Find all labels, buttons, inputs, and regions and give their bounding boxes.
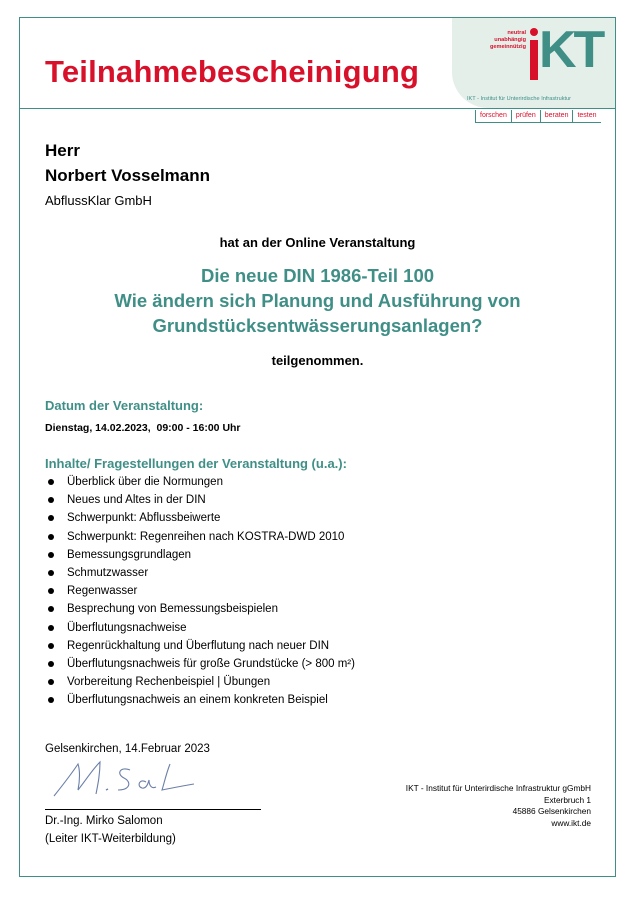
- ikt-logo-letters: KT: [539, 21, 603, 79]
- certificate-title: Teilnahmebescheinigung: [45, 54, 420, 89]
- org-website: www.ikt.de: [551, 817, 591, 828]
- recipient-company: AbflussKlar GmbH: [45, 193, 152, 208]
- event-title-line-1: Die neue DIN 1986-Teil 100: [200, 265, 435, 286]
- tagline-test: prüfen: [511, 110, 540, 123]
- ikt-logo-claims: [480, 30, 526, 52]
- event-intro: hat an der Online Veranstaltung: [219, 235, 416, 250]
- org-name: IKT - Institut für Unterirdische Infrastruktur gGmbH: [405, 783, 591, 793]
- date-value: Dienstag, 14.02.2023, 09:00 - 16:00 Uhr: [45, 422, 241, 434]
- ikt-logo-subtitle: IKT - Institut für Unterirdische Infrastruktur: [467, 96, 572, 102]
- topic-item: Schwerpunkt: Abflussbeiwerte: [45, 509, 355, 527]
- signer-role: (Leiter IKT-Weiterbildung): [45, 833, 176, 845]
- tagline-research: forschen: [475, 110, 511, 123]
- signer-name: Dr.-Ing. Mirko Salomon: [45, 815, 163, 827]
- tagline-trial: testen: [572, 110, 600, 123]
- topic-item: Neues und Altes in der DIN: [45, 491, 355, 509]
- logo-claim-nonprofit: gemeinnützig: [489, 44, 526, 51]
- topics-list: [45, 473, 355, 710]
- event-title-line-3: Grundstücksentwässerungsanlagen?: [152, 315, 483, 336]
- topic-item: Vorbereitung Rechenbeispiel | Übungen: [45, 673, 355, 691]
- topic-item: Überflutungsnachweise: [45, 619, 355, 637]
- topic-item: Regenwasser: [45, 582, 355, 600]
- recipient-salutation: Herr: [45, 141, 80, 160]
- organization-address: [406, 783, 591, 829]
- signature-line: [45, 809, 261, 810]
- header-divider: [19, 108, 616, 109]
- org-city: 45886 Gelsenkirchen: [512, 806, 591, 816]
- topic-item: Schmutzwasser: [45, 564, 355, 582]
- topics-heading: Inhalte/ Fragestellungen der Veranstaltung (u.a.):: [45, 456, 347, 471]
- topic-item: Bemessungsgrundlagen: [45, 546, 355, 564]
- topic-item: Besprechung von Bemessungsbeispielen: [45, 600, 355, 618]
- event-title-line-2: Wie ändern sich Planung und Ausführung von: [114, 290, 521, 311]
- ikt-logo-i-dot: [530, 28, 538, 36]
- event-title: [19, 263, 616, 338]
- ikt-logo-i-stem: [530, 40, 538, 80]
- recipient-name: Norbert Vosselmann: [45, 166, 211, 185]
- topic-item: Überblick über die Normungen: [45, 473, 355, 491]
- logo-claim-independent: unabhängig: [494, 37, 526, 44]
- signature-icon: [48, 756, 198, 802]
- topic-item: Überflutungsnachweis an einem konkreten Beispiel: [45, 691, 355, 709]
- topic-item: Schwerpunkt: Regenreihen nach KOSTRA-DWD 2010: [45, 528, 355, 546]
- topic-item: Regenrückhaltung und Überflutung nach neuer DIN: [45, 637, 355, 655]
- date-heading: Datum der Veranstaltung:: [45, 398, 204, 413]
- org-street: Exterbruch 1: [543, 794, 591, 805]
- logo-claim-neutral: neutral: [507, 30, 526, 36]
- tagline-advise: beraten: [540, 110, 573, 123]
- tagline-bar: [475, 110, 601, 123]
- place-date: Gelsenkirchen, 14.Februar 2023: [45, 743, 210, 755]
- topic-item: Überflutungsnachweis für große Grundstücke (> 800 m²): [45, 655, 355, 673]
- event-outro: teilgenommen.: [271, 353, 364, 368]
